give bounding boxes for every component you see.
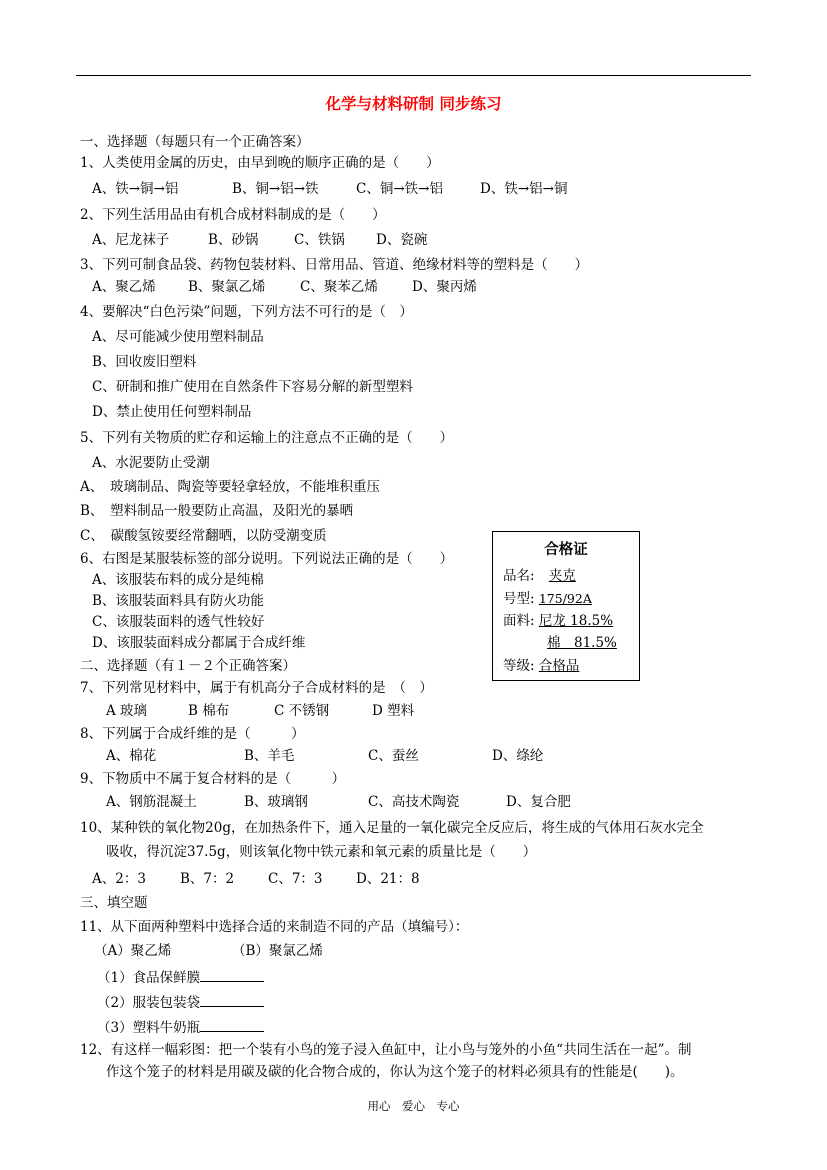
question-9: 9、下物质中不属于复合材料的是（ ） bbox=[80, 771, 346, 787]
option: A、水泥要防止受潮 bbox=[92, 455, 210, 471]
option: A、该服装布料的成分是纯棉 bbox=[92, 572, 264, 588]
card-value: 尼龙 18.5% bbox=[538, 613, 614, 629]
question-9-options bbox=[106, 790, 571, 810]
card-label: 面料: bbox=[503, 613, 535, 629]
card-value: 合格品 bbox=[538, 658, 580, 674]
option: B、羊毛 bbox=[244, 748, 295, 764]
question-2: 2、下列生活用品由有机合成材料制成的是（ ） bbox=[80, 207, 386, 223]
question-4: 4、要解决“白色污染”问题，下列方法不可行的是（ ） bbox=[80, 304, 413, 320]
card-value: 夹克 bbox=[548, 568, 576, 584]
option: D、瓷碗 bbox=[376, 232, 428, 248]
question-10: 10、某种铁的氧化物20g，在加热条件下，通入足量的一氧化碳完全反应后，将生成的气体用石灰水完全 bbox=[80, 820, 704, 836]
question-5: 5、下列有关物质的贮存和运输上的注意点不正确的是（ ） bbox=[80, 430, 454, 446]
option: A、聚乙烯 bbox=[92, 279, 156, 295]
question-8-options bbox=[106, 744, 543, 764]
question-10-line-2: 吸收，得沉淀37.5g，则该氧化物中铁元素和氧元素的质量比是（ ） bbox=[106, 844, 537, 860]
section-heading-2: 二、选择题（有１－２个正确答案） bbox=[80, 658, 296, 674]
option: D、绦纶 bbox=[492, 748, 544, 764]
fill-item-label: （1）食品保鲜膜 bbox=[97, 970, 201, 986]
question-11: 11、从下面两种塑料中选择合适的来制造不同的产品（填编号）： bbox=[80, 919, 469, 935]
clothing-label-card bbox=[492, 531, 640, 681]
option: A 玻璃 bbox=[106, 703, 148, 719]
option: B、回收废旧塑料 bbox=[92, 354, 197, 370]
option: B、 塑料制品一般要防止高温，及阳光的暴晒 bbox=[80, 503, 354, 519]
option: A、铁→铜→铝 bbox=[92, 181, 179, 197]
question-2-options bbox=[92, 228, 427, 248]
option: C、7：3 bbox=[268, 871, 323, 887]
card-row-size bbox=[503, 587, 602, 607]
fill-item bbox=[97, 991, 264, 1011]
option: C、蚕丝 bbox=[368, 748, 419, 764]
question-12: 12、有这样一幅彩图：把一个装有小鸟的笼子浸入鱼缸中，让小鸟与笼外的小鱼“共同生活在一起”。制 bbox=[80, 1042, 692, 1058]
card-label: 品名: bbox=[503, 568, 535, 584]
question-1-options bbox=[92, 177, 567, 197]
option: A、尼龙袜子 bbox=[92, 232, 170, 248]
choice-b: （B）聚氯乙烯 bbox=[232, 943, 323, 959]
answer-blank[interactable] bbox=[200, 1018, 264, 1032]
card-row-grade bbox=[503, 654, 579, 674]
option: C、铜→铁→铝 bbox=[356, 181, 443, 197]
option: A、尽可能减少使用塑料制品 bbox=[92, 329, 264, 345]
section-heading-3: 三、填空题 bbox=[80, 895, 148, 911]
card-label: 号型: bbox=[503, 591, 535, 607]
option: C、研制和推广使用在自然条件下容易分解的新型塑料 bbox=[92, 379, 413, 395]
card-value: 棉 81.5% bbox=[547, 635, 617, 651]
answer-blank[interactable] bbox=[200, 968, 264, 982]
fill-item bbox=[97, 1016, 264, 1036]
question-3-options bbox=[92, 275, 477, 295]
option: A、钢筋混凝土 bbox=[106, 794, 197, 810]
option: C、 碳酸氢铵要经常翻晒，以防受潮变质 bbox=[80, 528, 327, 544]
option: B、该服装面料具有防火功能 bbox=[92, 593, 264, 609]
option: D、禁止使用任何塑料制品 bbox=[92, 404, 252, 420]
option: B、砂锅 bbox=[208, 232, 259, 248]
option: D 塑料 bbox=[372, 703, 415, 719]
question-12-line-2: 作这个笼子的材料是用碳及碳的化合物合成的，你认为这个笼子的材料必须具有的性能是( )。 bbox=[106, 1064, 684, 1080]
option: D、复合肥 bbox=[506, 794, 571, 810]
page-footer: 用心 爱心 专心 bbox=[367, 1099, 460, 1113]
fill-item-label: （2）服装包装袋 bbox=[97, 995, 201, 1011]
question-6: 6、右图是某服装标签的部分说明。下列说法正确的是（ ） bbox=[80, 551, 454, 567]
option: A、 玻璃制品、陶瓷等要轻拿轻放，不能堆积重压 bbox=[80, 479, 380, 495]
option: C、该服装面料的透气性较好 bbox=[92, 614, 265, 630]
choice-a: （A）聚乙烯 bbox=[94, 943, 172, 959]
option: C、高技术陶瓷 bbox=[368, 794, 460, 810]
section-heading-1: 一、选择题（每题只有一个正确答案） bbox=[80, 134, 310, 150]
question-3: 3、下列可制食品袋、药物包装材料、日常用品、管道、绝缘材料等的塑料是（ ） bbox=[80, 257, 589, 273]
header-rule bbox=[76, 75, 751, 76]
card-row-name bbox=[503, 564, 586, 584]
card-title: 合格证 bbox=[544, 541, 588, 558]
option: C 不锈钢 bbox=[274, 703, 330, 719]
option: B、玻璃钢 bbox=[244, 794, 308, 810]
option: B、7：2 bbox=[180, 871, 235, 887]
page-title: 化学与材料研制 同步练习 bbox=[325, 94, 502, 113]
option: D、21：8 bbox=[356, 871, 420, 887]
option: B、聚氯乙烯 bbox=[188, 279, 266, 295]
option: A、2：3 bbox=[92, 871, 146, 887]
question-10-options bbox=[92, 867, 420, 887]
option: D、聚丙烯 bbox=[412, 279, 477, 295]
question-8: 8、下列属于合成纤维的是（ ） bbox=[80, 726, 305, 742]
option: C、铁锅 bbox=[294, 232, 345, 248]
card-row-fabric-2 bbox=[547, 631, 617, 651]
question-1: 1、人类使用金属的历史，由早到晚的顺序正确的是（ ） bbox=[80, 155, 440, 171]
card-row-fabric bbox=[503, 609, 613, 629]
option: D、该服装面料成分都属于合成纤维 bbox=[92, 635, 306, 651]
option: B、铜→铝→铁 bbox=[232, 181, 319, 197]
answer-blank[interactable] bbox=[200, 993, 264, 1007]
card-label: 等级: bbox=[503, 658, 535, 674]
fill-item bbox=[97, 966, 264, 986]
option: B 棉布 bbox=[188, 703, 230, 719]
fill-item-label: （3）塑料牛奶瓶 bbox=[97, 1020, 201, 1036]
card-value: 175/92A bbox=[538, 591, 592, 606]
question-7: 7、下列常见材料中，属于有机高分子合成材料的是 （ ） bbox=[80, 680, 433, 696]
option: D、铁→铝→铜 bbox=[480, 181, 568, 197]
question-11-choices bbox=[94, 939, 323, 959]
question-7-options bbox=[106, 699, 414, 719]
option: A、棉花 bbox=[106, 748, 157, 764]
option: C、聚苯乙烯 bbox=[300, 279, 378, 295]
